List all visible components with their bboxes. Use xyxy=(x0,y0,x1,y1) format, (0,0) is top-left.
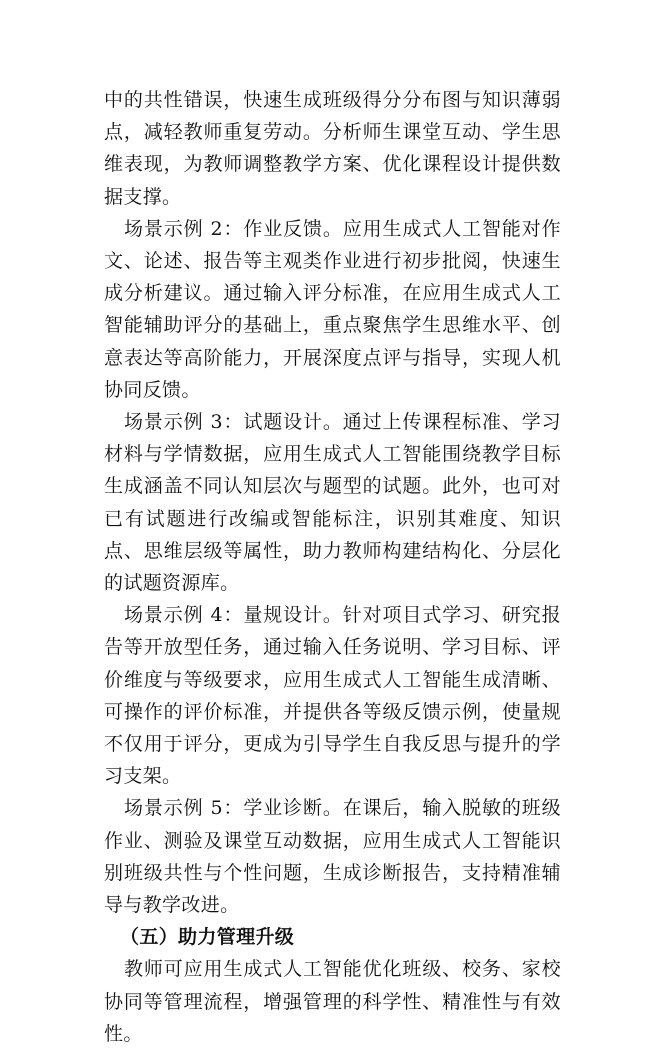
section-heading: （五）助力管理升级 xyxy=(120,926,295,949)
paragraph-management: 教师可应用生成式人工智能优化班级、校务、家校协同等管理流程，增强管理的科学性、精准性与有效性。 xyxy=(104,958,561,1045)
paragraph-scenario-4: 场景示例 4：量规设计。针对项目式学习、研究报告等开放型任务，通过输入任务说明、学习目标、评价维度与等级要求，应用生成式人工智能生成清晰、可操作的评价标准，并提供各等级反馈示例，使量规不仅用于评分，更成为引导学生自我反思与提升的学习支架。 xyxy=(104,604,561,788)
paragraph-scenario-5: 场景示例 5：学业诊断。在课后，输入脱敏的班级作业、测验及课堂互动数据，应用生成式人工智能识别班级共性与个性问题，生成诊断报告，支持精准辅导与教学改进。 xyxy=(104,797,561,917)
paragraph-scenario-2: 场景示例 2：作业反馈。应用生成式人工智能对作文、论述、报告等主观类作业进行初步批阅，快速生成分析建议。通过输入评分标准，在应用生成式人工智能辅助评分的基础上，重点聚焦学生思维水平、创意表达等高阶能力，开展深度点评与指导，实现人机协同反馈。 xyxy=(104,217,561,401)
document-body xyxy=(104,84,561,1050)
paragraph-scenario-3: 场景示例 3：试题设计。通过上传课程标准、学习材料与学情数据，应用生成式人工智能围绕教学目标生成涵盖不同认知层次与题型的试题。此外，也可对已有试题进行改编或智能标注，识别其难度、知识点、思维层级等属性，助力教师构建结构化、分层化的试题资源库。 xyxy=(104,411,561,595)
paragraph-continuation: 中的共性错误，快速生成班级得分分布图与知识薄弱点，减轻教师重复劳动。分析师生课堂互动、学生思维表现，为教师调整教学方案、优化课程设计提供数据支撑。 xyxy=(104,89,561,208)
